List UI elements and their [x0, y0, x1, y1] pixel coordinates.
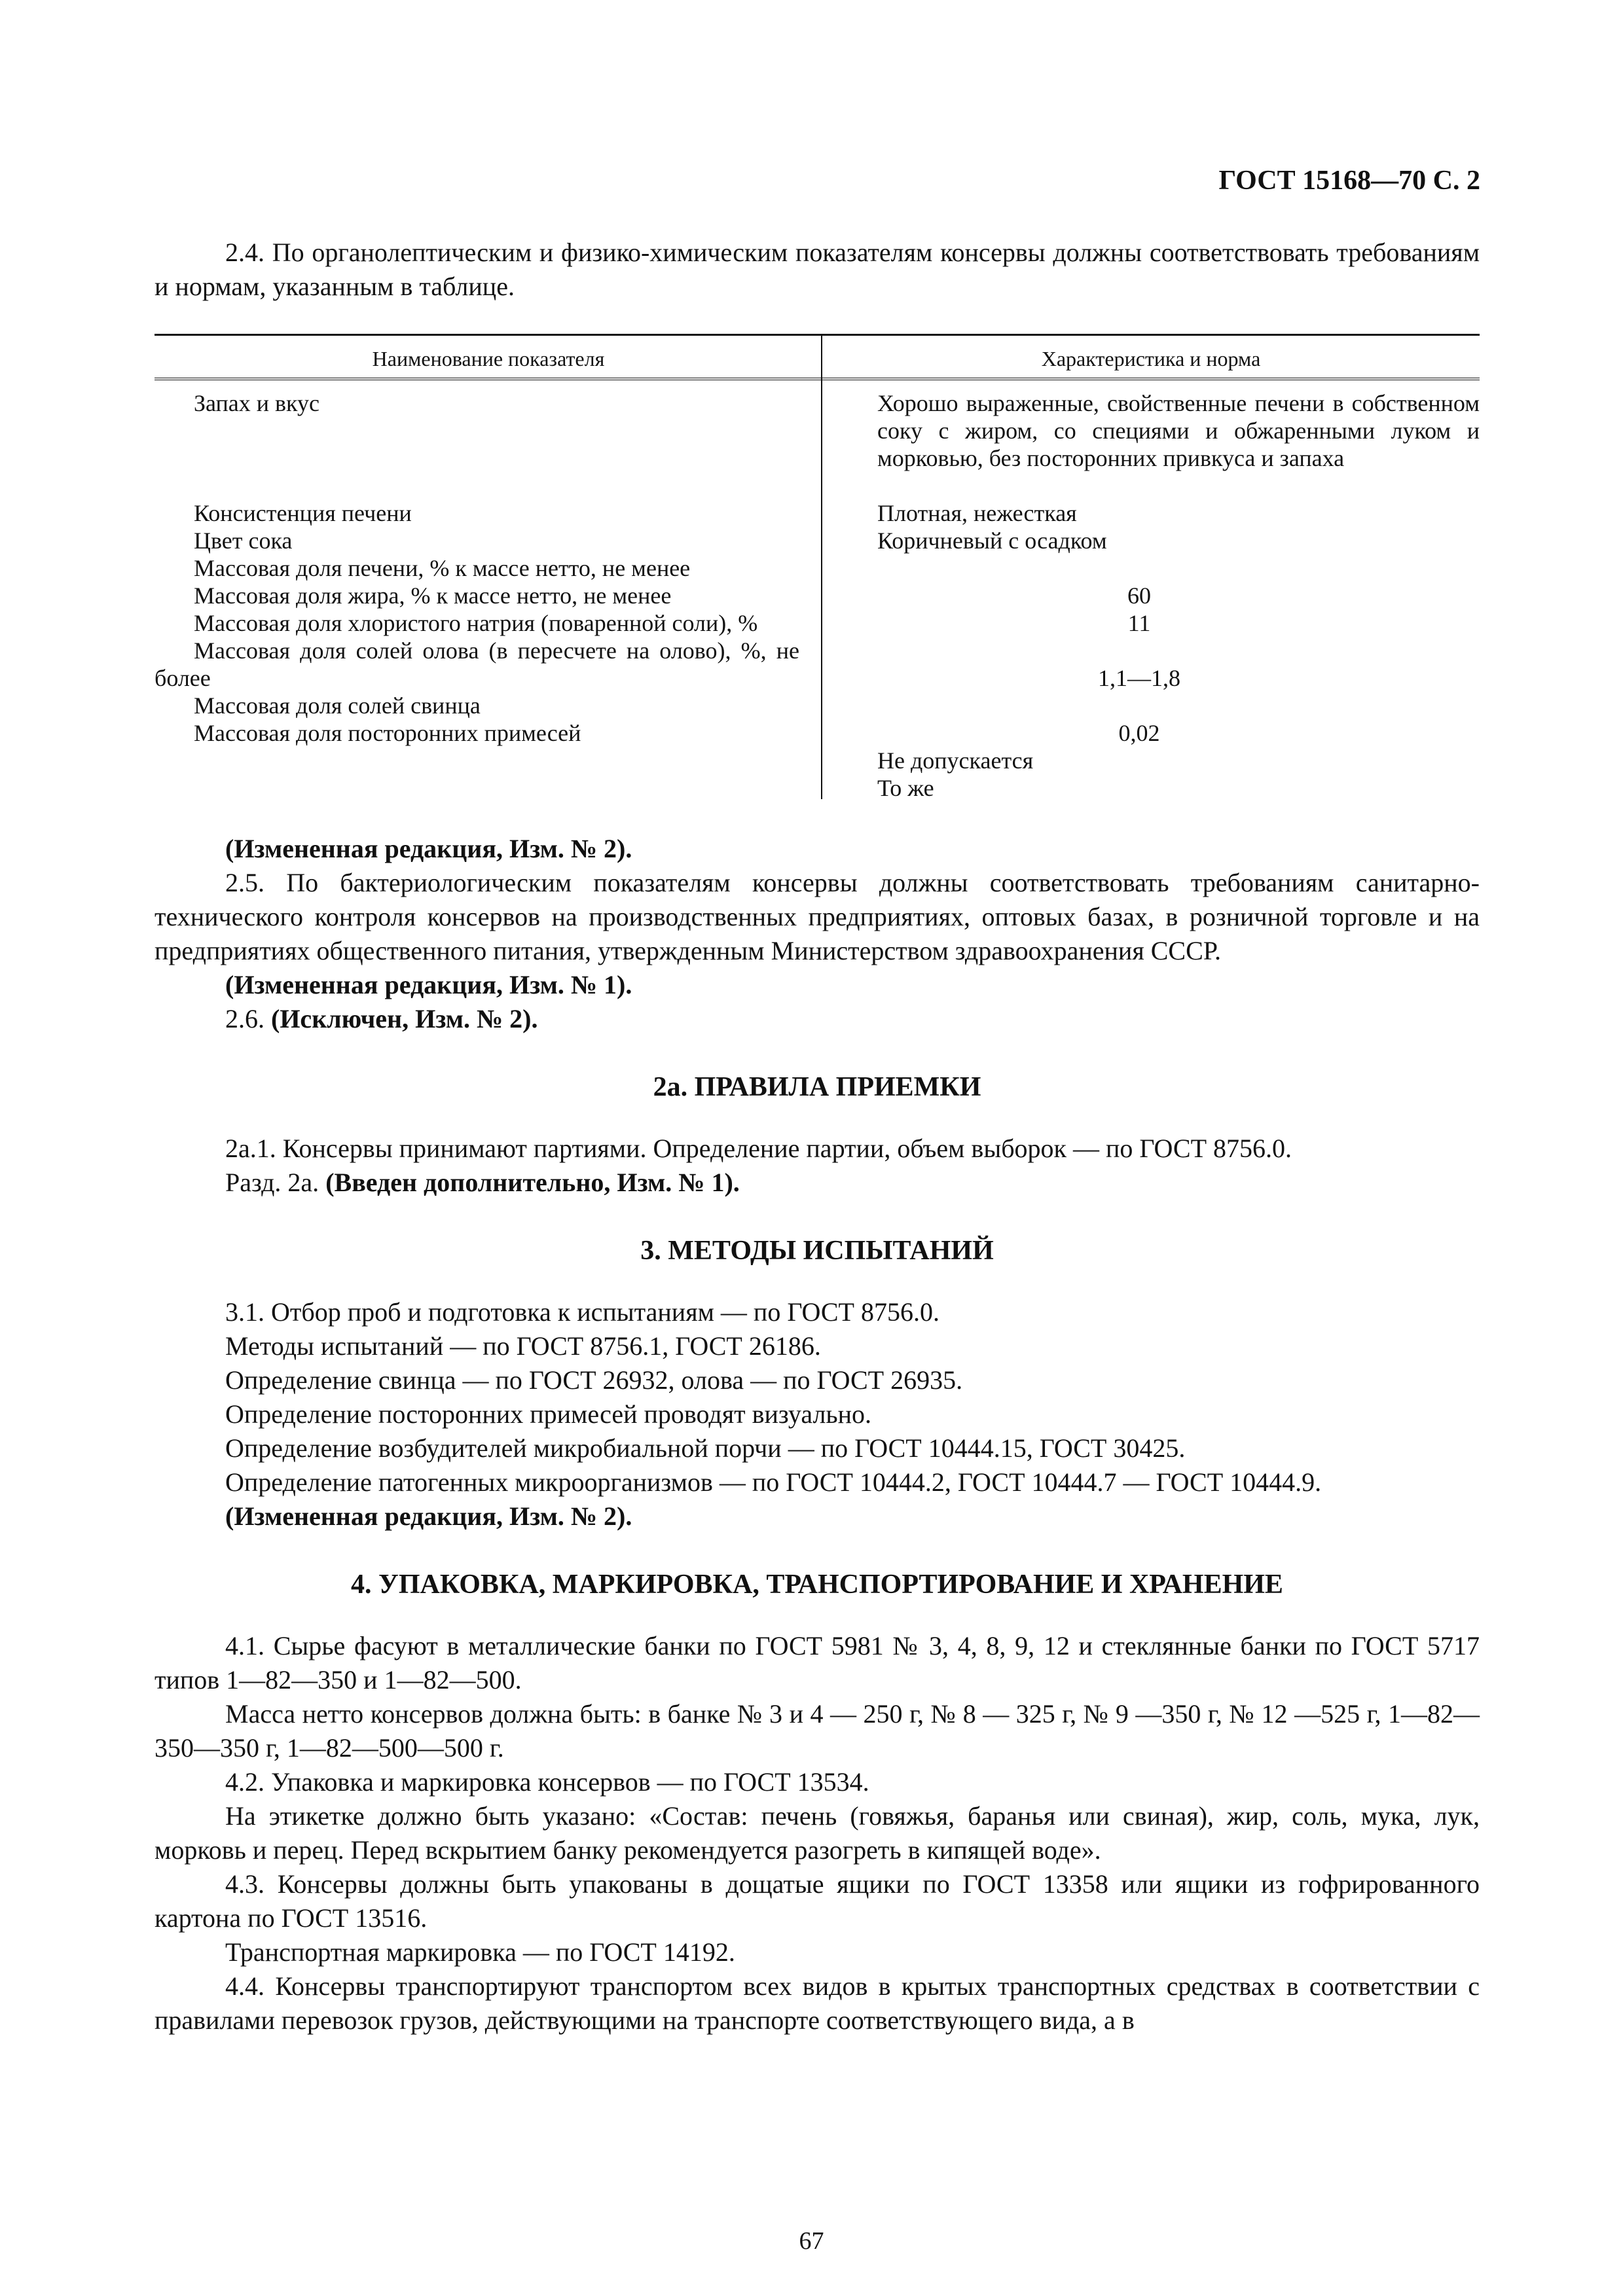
- table-row-value: Коричневый с осадком: [877, 528, 1107, 554]
- table-header: [155, 336, 1480, 380]
- paragraph-2-6-note: (Исключен, Изм. № 2).: [271, 1004, 538, 1033]
- section-4-title: 4. УПАКОВКА, МАРКИРОВКА, ТРАНСПОРТИРОВАНИЕ И ХРАНЕНИЕ: [351, 1570, 1283, 1600]
- paragraph-2-6-number: 2.6.: [225, 1004, 271, 1033]
- section-4-paragraph: На этикетке должно быть указано: «Состав: печень (говяжья, баранья или свиная), жир, соль, мука, лук, морковь и перец. Перед вскрытием банку рекомендуется разогреть в кипящей воде».: [155, 1801, 1480, 1865]
- table-row-name: Цвет сока: [194, 528, 293, 554]
- table-header-value: Характеристика и норма: [1041, 347, 1261, 370]
- section-4-paragraph: 4.3. Консервы должны быть упакованы в дощатые ящики по ГОСТ 13358 или ящики из гофрированного картона по ГОСТ 13516.: [155, 1869, 1480, 1933]
- table-row-name: Массовая доля жира, % к массе нетто, не менее: [194, 583, 672, 609]
- section-3-title: 3. МЕТОДЫ ИСПЫТАНИЙ: [640, 1236, 994, 1266]
- table-row-name: Массовая доля хлористого натрия (поваренной соли), %: [194, 610, 758, 636]
- page-number: 67: [799, 2227, 824, 2255]
- table-row-value: Плотная, нежесткая: [877, 500, 1077, 526]
- document-header: ГОСТ 15168—70 С. 2: [1218, 166, 1480, 196]
- table-row-value: Хорошо выраженные, свойственные печени в собственном соку с жиром, со специями и обжаренными луком и морковью, без посторонних привкуса и запаха: [877, 390, 1480, 471]
- section-4-paragraph: 4.4. Консервы транспортируют транспортом всех видов в крытых транспортных средствах в соответствии с правилами перевозок грузов, действующими на транспорте соответствующего вида, а в: [155, 1971, 1480, 2035]
- table-row-value: 60: [1127, 583, 1151, 609]
- paragraph-2-5: 2.5. По бактериологическим показателям консервы должны соответствовать требованиям санитарно-технического контроля консервов на производственных предприятиях, оптовых базах, в розничной торговле и на предприятиях общественного питания, утвержденным Министерством здравоохранения СССР.: [155, 868, 1480, 965]
- section-4-paragraph: Масса нетто консервов должна быть: в банке № 3 и 4 — 250 г, № 8 — 325 г, № 9 —350 г, № 12 —525 г, 1—82—350—350 г, 1—82—500—500 г.: [155, 1699, 1480, 1763]
- section-3-line: Методы испытаний — по ГОСТ 8756.1, ГОСТ 26186.: [225, 1331, 821, 1361]
- amendment-note: (Измененная редакция, Изм. № 1).: [225, 970, 632, 999]
- table-row-value: Не допускается: [877, 747, 1034, 774]
- indicators-table: [155, 334, 1480, 799]
- table-row-name: Массовая доля печени, % к массе нетто, не менее: [194, 555, 691, 581]
- section-4-paragraph: Транспортная маркировка — по ГОСТ 14192.: [225, 1937, 735, 1967]
- table-row-name: Массовая доля солей свинца: [194, 692, 481, 719]
- section-3-line: 3.1. Отбор проб и подготовка к испытаниям — по ГОСТ 8756.0.: [225, 1297, 939, 1327]
- table-value-column: [877, 389, 1480, 802]
- section-2a-note-bold: (Введен дополнительно, Изм. № 1).: [325, 1168, 740, 1197]
- table-row-name: Запах и вкус: [194, 390, 320, 416]
- table-row-value: 1,1—1,8: [1098, 665, 1180, 691]
- table-row-name: Массовая доля посторонних примесей: [194, 720, 581, 746]
- table-row-value: 11: [1127, 610, 1151, 636]
- document-body: [155, 236, 1480, 2037]
- section-4-paragraph: 4.2. Упаковка и маркировка консервов — по ГОСТ 13534.: [225, 1767, 869, 1797]
- intro-paragraph: 2.4. По органолептическим и физико-химическим показателям консервы должны соответствовать требованиям и нормам, указанным в таблице.: [155, 238, 1480, 301]
- section-3-line: Определение посторонних примесей проводят визуально.: [225, 1399, 872, 1429]
- paragraph-2-6: [155, 1002, 1480, 1036]
- table-row-name: Массовая доля солей олова (в пересчете на олово), %, не более: [155, 637, 799, 691]
- section-2a-note: [155, 1166, 1480, 1200]
- section-3-line: Определение возбудителей микробиальной порчи — по ГОСТ 10444.15, ГОСТ 30425.: [225, 1433, 1186, 1463]
- section-3-line: Определение свинца — по ГОСТ 26932, олова — по ГОСТ 26935.: [225, 1365, 963, 1395]
- section-3-line: Определение патогенных микроорганизмов — по ГОСТ 10444.2, ГОСТ 10444.7 — ГОСТ 10444.9.: [225, 1467, 1322, 1497]
- section-2a-note-prefix: Разд. 2а.: [225, 1168, 326, 1197]
- table-row-value: То же: [877, 775, 934, 801]
- section-2a-title: 2а. ПРАВИЛА ПРИЕМКИ: [653, 1072, 981, 1102]
- amendment-note: (Измененная редакция, Изм. № 2).: [225, 1501, 632, 1531]
- section-4-paragraph: 4.1. Сырье фасуют в металлические банки по ГОСТ 5981 № 3, 4, 8, 9, 12 и стеклянные банки по ГОСТ 5717 типов 1—82—350 и 1—82—500.: [155, 1631, 1480, 1695]
- table-header-name: Наименование показателя: [372, 347, 605, 370]
- table-row-value: 0,02: [1118, 720, 1160, 746]
- amendment-note: (Измененная редакция, Изм. № 2).: [225, 834, 632, 863]
- table-name-column: [155, 389, 799, 747]
- table-row-name: Консистенция печени: [194, 500, 412, 526]
- paragraph-2a-1: 2а.1. Консервы принимают партиями. Определение партии, объем выборок — по ГОСТ 8756.0.: [225, 1134, 1292, 1163]
